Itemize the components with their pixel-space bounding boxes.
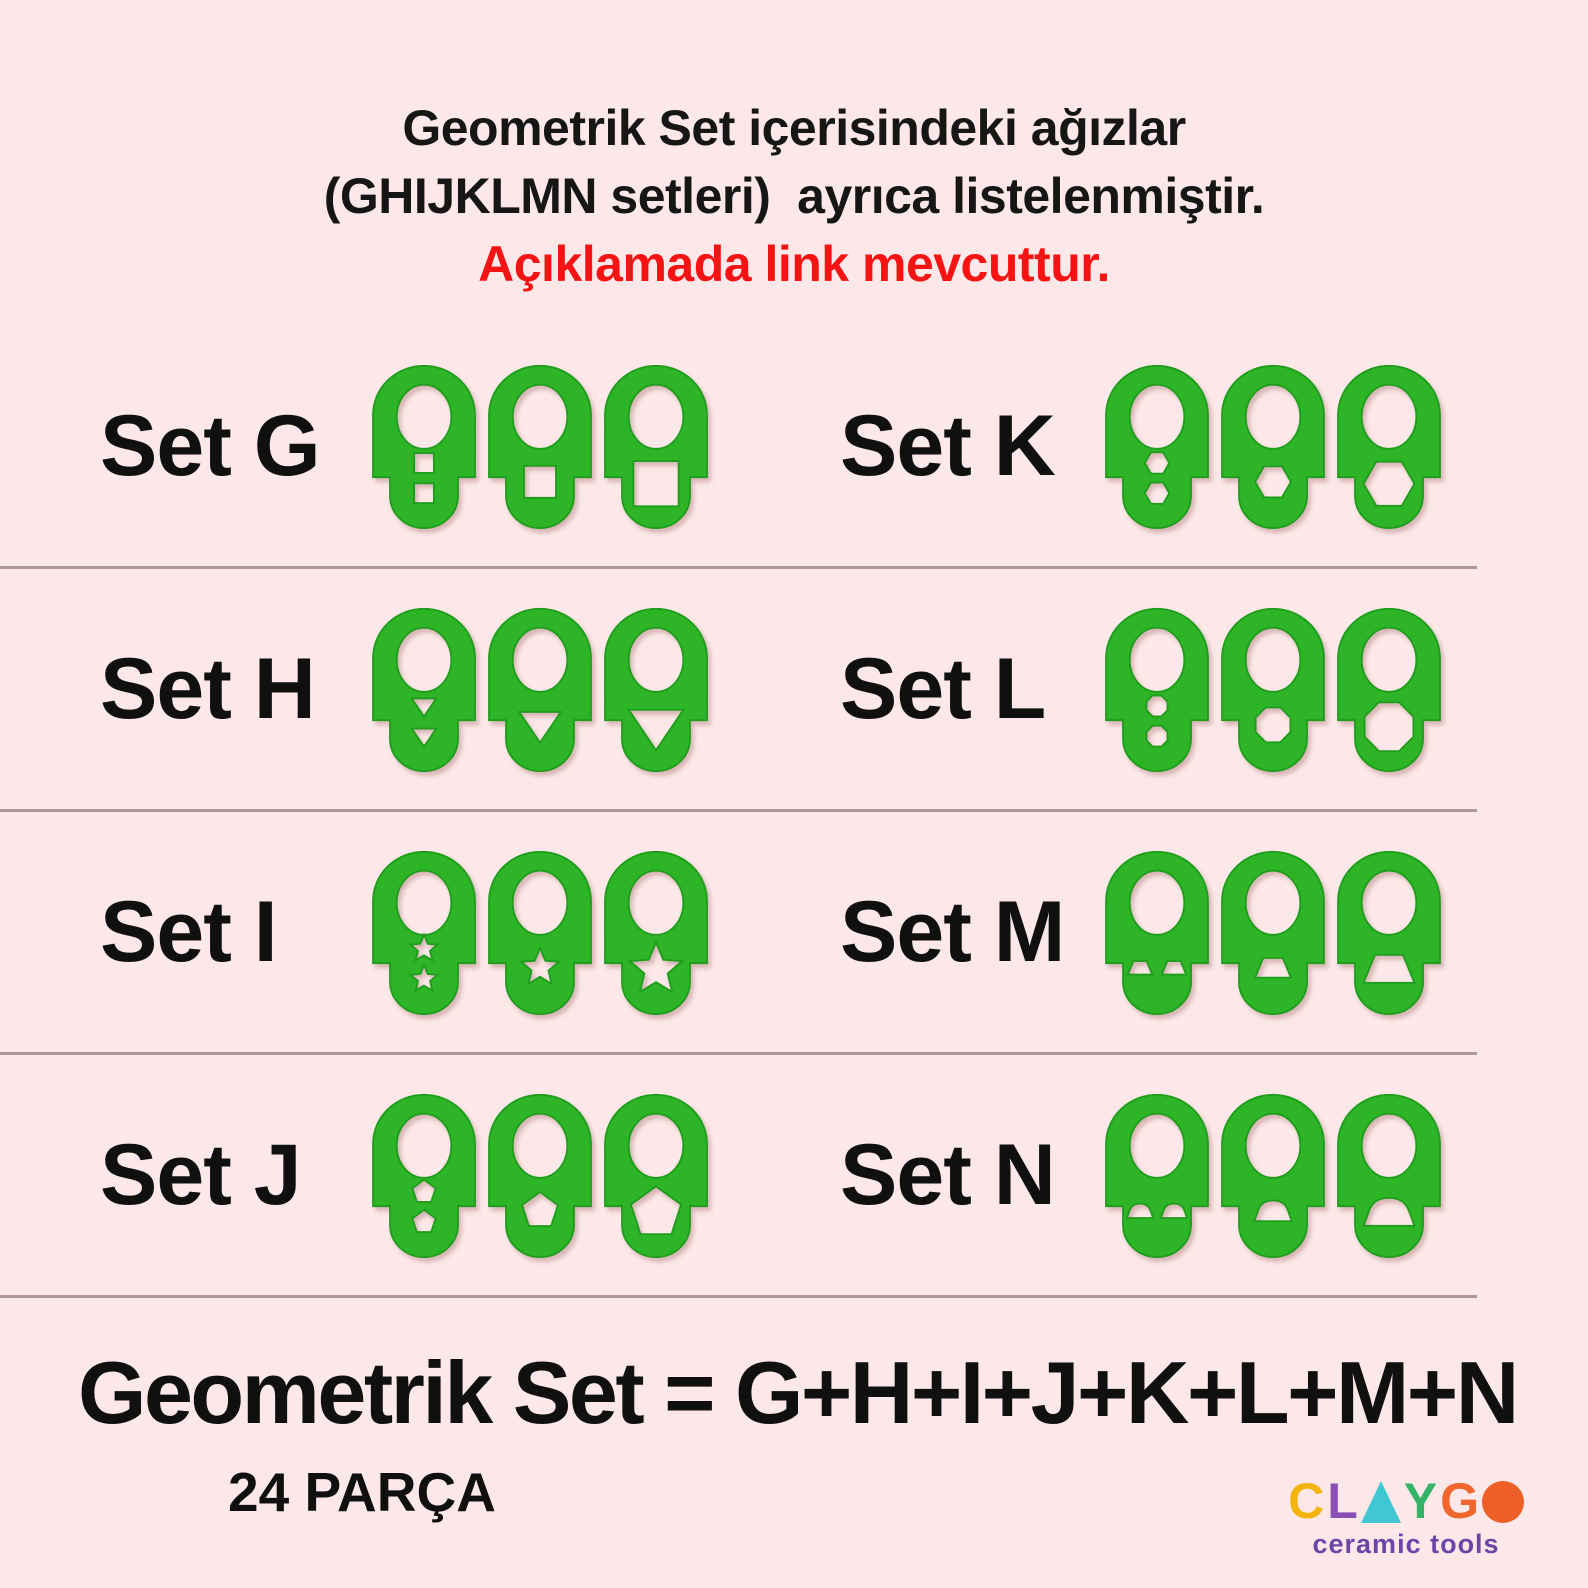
die-icon-hexagon-3 [1337, 363, 1441, 529]
die-icon-pentagon-2 [488, 1092, 592, 1258]
title-block [0, 0, 1588, 298]
die-group [372, 606, 708, 772]
die-icon-pentagon-3 [604, 1092, 708, 1258]
set-label: Set K [840, 397, 1055, 494]
die-icon-star-1 [372, 849, 476, 1015]
die-icon-trapezoid-1 [1105, 849, 1209, 1015]
die-group [372, 849, 708, 1015]
sets-grid [0, 326, 1588, 1298]
set-label: Set L [840, 640, 1046, 737]
title-line-1: Geometrik Set içerisindeki ağızlar [402, 100, 1186, 156]
die-group [1105, 363, 1441, 529]
die-icon-arch-3 [1337, 1092, 1441, 1258]
die-icon-triangle-down-3 [604, 606, 708, 772]
title-line-warning: Açıklamada link mevcuttur. [478, 236, 1110, 292]
set-label: Set M [840, 883, 1065, 980]
set-item-j [0, 1055, 794, 1295]
die-icon-arch-1 [1105, 1092, 1209, 1258]
set-item-k [794, 326, 1588, 566]
logo-letter-a-triangle [1361, 1481, 1401, 1523]
set-item-i [0, 812, 794, 1052]
die-icon-triangle-down-2 [488, 606, 592, 772]
set-row-4 [0, 1055, 1588, 1295]
die-icon-octagon-3 [1337, 606, 1441, 772]
set-row-2 [0, 569, 1588, 809]
set-item-m [794, 812, 1588, 1052]
die-icon-square-2 [488, 363, 592, 529]
die-icon-trapezoid-3 [1337, 849, 1441, 1015]
claygo-logo [1288, 1473, 1524, 1560]
logo-letter-l: L [1327, 1473, 1358, 1529]
claygo-logo-letters [1288, 1473, 1524, 1529]
die-group [1105, 1092, 1441, 1258]
die-group [372, 363, 708, 529]
die-group [1105, 849, 1441, 1015]
die-icon-octagon-1 [1105, 606, 1209, 772]
die-icon-trapezoid-2 [1221, 849, 1325, 1015]
set-item-g [0, 326, 794, 566]
title-line-2: (GHIJKLMN setleri) ayrıca listelenmiştir. [323, 168, 1265, 224]
die-icon-hexagon-1 [1105, 363, 1209, 529]
die-icon-triangle-down-1 [372, 606, 476, 772]
die-group [1105, 606, 1441, 772]
set-row-3 [0, 812, 1588, 1052]
die-icon-star-3 [604, 849, 708, 1015]
set-label: Set G [100, 397, 320, 494]
die-icon-octagon-2 [1221, 606, 1325, 772]
logo-letter-c: C [1288, 1473, 1325, 1529]
logo-letter-g: G [1440, 1473, 1479, 1529]
die-icon-star-2 [488, 849, 592, 1015]
die-icon-pentagon-1 [372, 1092, 476, 1258]
formula-text: Geometrik Set = G+H+I+J+K+L+M+N [78, 1343, 1517, 1442]
row-divider [0, 1295, 1477, 1298]
set-row-1 [0, 326, 1588, 566]
set-item-h [0, 569, 794, 809]
die-group [372, 1092, 708, 1258]
die-icon-square-1 [372, 363, 476, 529]
die-icon-hexagon-2 [1221, 363, 1325, 529]
set-label: Set H [100, 640, 315, 737]
pieces-count: 24 PARÇA [228, 1461, 496, 1523]
set-label: Set N [840, 1126, 1055, 1223]
logo-letter-o-circle [1482, 1481, 1524, 1523]
die-icon-square-3 [604, 363, 708, 529]
set-label: Set I [100, 883, 277, 980]
set-item-n [794, 1055, 1588, 1295]
set-item-l [794, 569, 1588, 809]
die-icon-arch-2 [1221, 1092, 1325, 1258]
logo-letter-y: Y [1403, 1473, 1438, 1529]
claygo-logo-subtitle: ceramic tools [1312, 1529, 1500, 1559]
set-label: Set J [100, 1126, 301, 1223]
